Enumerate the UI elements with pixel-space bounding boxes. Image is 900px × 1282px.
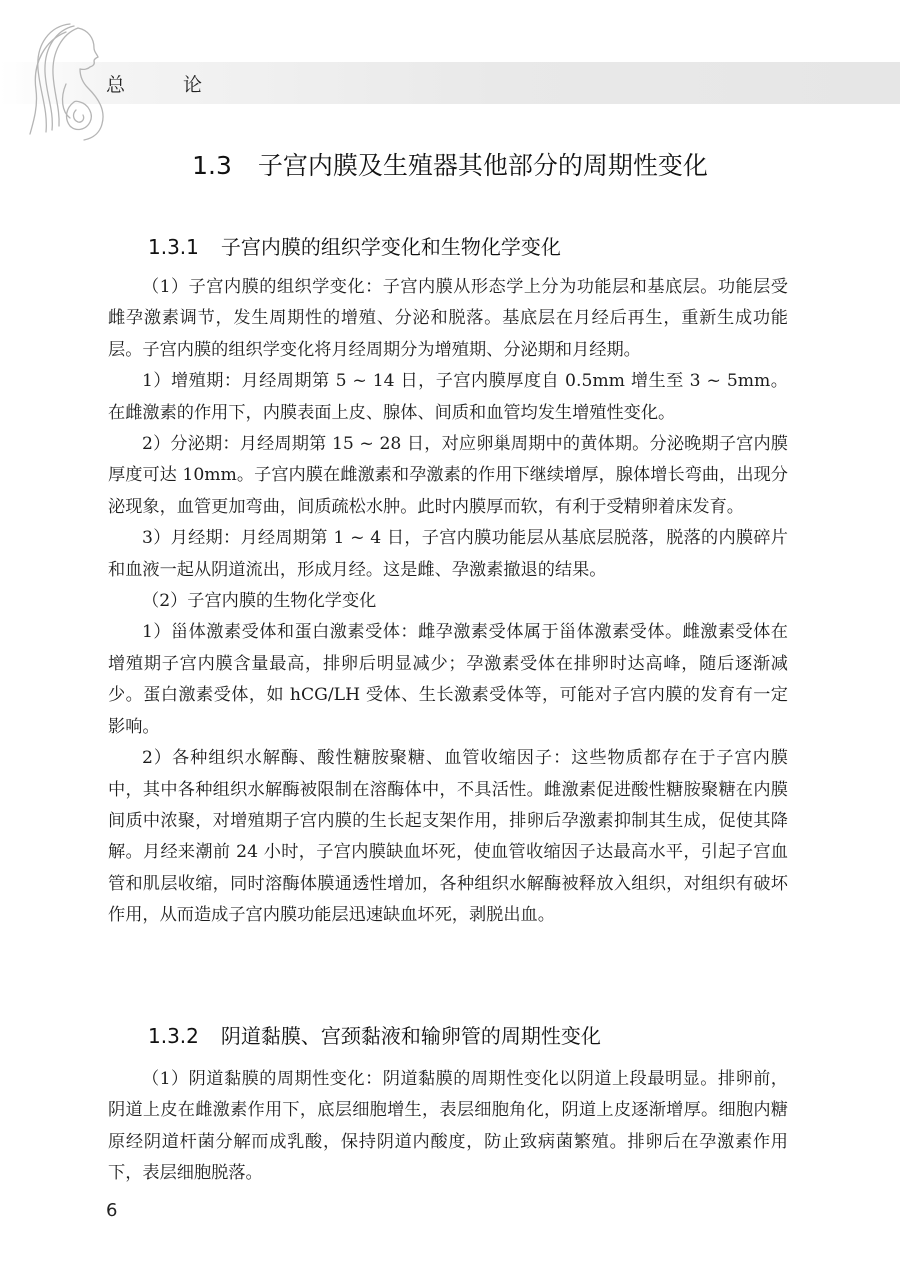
subsection-heading [148,231,561,260]
paragraph-hydrolases: 2）各种组织水解酶、酸性糖胺聚糖、血管收缩因子：这些物质都存在于子宫内膜中，其中各种组织水解酶被限制在溶酶体中，不具活性。雌激素促进酸性糖胺聚糖在内膜间质中浓聚，对增殖期子宫内膜的生长起支架作用，排卵后孕激素抑制其生成，促使其降解。月经来潮前 24 小时，子宫内膜缺血坏死，使血管收缩因子达最高水平，引起子宫血管和肌层收缩，同时溶酶体膜通透性增加，各种组织水解酶被释放入组织，对组织有破坏作用，从而造成子宫内膜功能层迅速缺血坏死，剥脱出血。 [108,748,788,926]
subsection-body [108,272,788,932]
subsection-body [108,1064,788,1190]
subsection-number: 1.3.1 [148,235,199,259]
paragraph-histology: （1）子宫内膜的组织学变化：子宫内膜从形态学上分为功能层和基底层。功能层受雌孕激素调节，发生周期性的增殖、分泌和脱落。基底层在月经后再生，重新生成功能层。子宫内膜的组织学变化将月经周期分为增殖期、分泌期和月经期。 [108,277,788,360]
paragraph-hormone-receptors: 1）甾体激素受体和蛋白激素受体：雌孕激素受体属于甾体激素受体。雌激素受体在增殖期子宫内膜含量最高，排卵后明显减少；孕激素受体在排卵时达高峰，随后逐渐减少。蛋白激素受体，如 hCG/LH 受体、生长激素受体等，可能对子宫内膜的发育有一定影响。 [108,622,788,737]
paragraph-biochemistry: （2）子宫内膜的生物化学变化 [142,591,377,612]
paragraph-menstrual-phase: 3）月经期：月经周期第 1 ~ 4 日，子宫内膜功能层从基底层脱落，脱落的内膜碎片和血液一起从阴道流出，形成月经。这是雌、孕激素撤退的结果。 [108,528,788,580]
subsection-title-text: 子宫内膜的组织学变化和生物化学变化 [220,235,561,259]
section-number: 1.3 [192,151,232,180]
section-title-text: 子宫内膜及生殖器其他部分的周期性变化 [257,151,708,180]
subsection-title-text: 阴道黏膜、宫颈黏液和输卵管的周期性变化 [220,1024,601,1048]
paragraph-vaginal-mucosa: （1）阴道黏膜的周期性变化：阴道黏膜的周期性变化以阴道上段最明显。排卵前，阴道上皮在雌激素作用下，底层细胞增生，表层细胞角化，阴道上皮逐渐增厚。细胞内糖原经阴道杆菌分解而成乳酸，保持阴道内酸度，防止致病菌繁殖。排卵后在孕激素作用下，表层细胞脱落。 [108,1069,788,1184]
subsection-heading [148,1020,601,1049]
paragraph-secretory-phase: 2）分泌期：月经周期第 15 ~ 28 日，对应卵巢周期中的黄体期。分泌晚期子宫内膜厚度可达 10mm。子宫内膜在雌激素和孕激素的作用下继续增厚，腺体增长弯曲，出现分泌现象，血管更加弯曲，间质疏松水肿。此时内膜厚而软，有利于受精卵着床发育。 [108,434,788,517]
subsection-number: 1.3.2 [148,1024,199,1048]
paragraph-proliferative-phase: 1）增殖期：月经周期第 5 ~ 14 日，子宫内膜厚度自 0.5mm 增生至 3 ~ 5mm。在雌激素的作用下，内膜表面上皮、腺体、间质和血管均发生增殖性变化。 [108,371,788,423]
page-number: 6 [106,1200,118,1221]
running-header-title: 总 论 [106,74,229,96]
section-heading [0,146,900,182]
